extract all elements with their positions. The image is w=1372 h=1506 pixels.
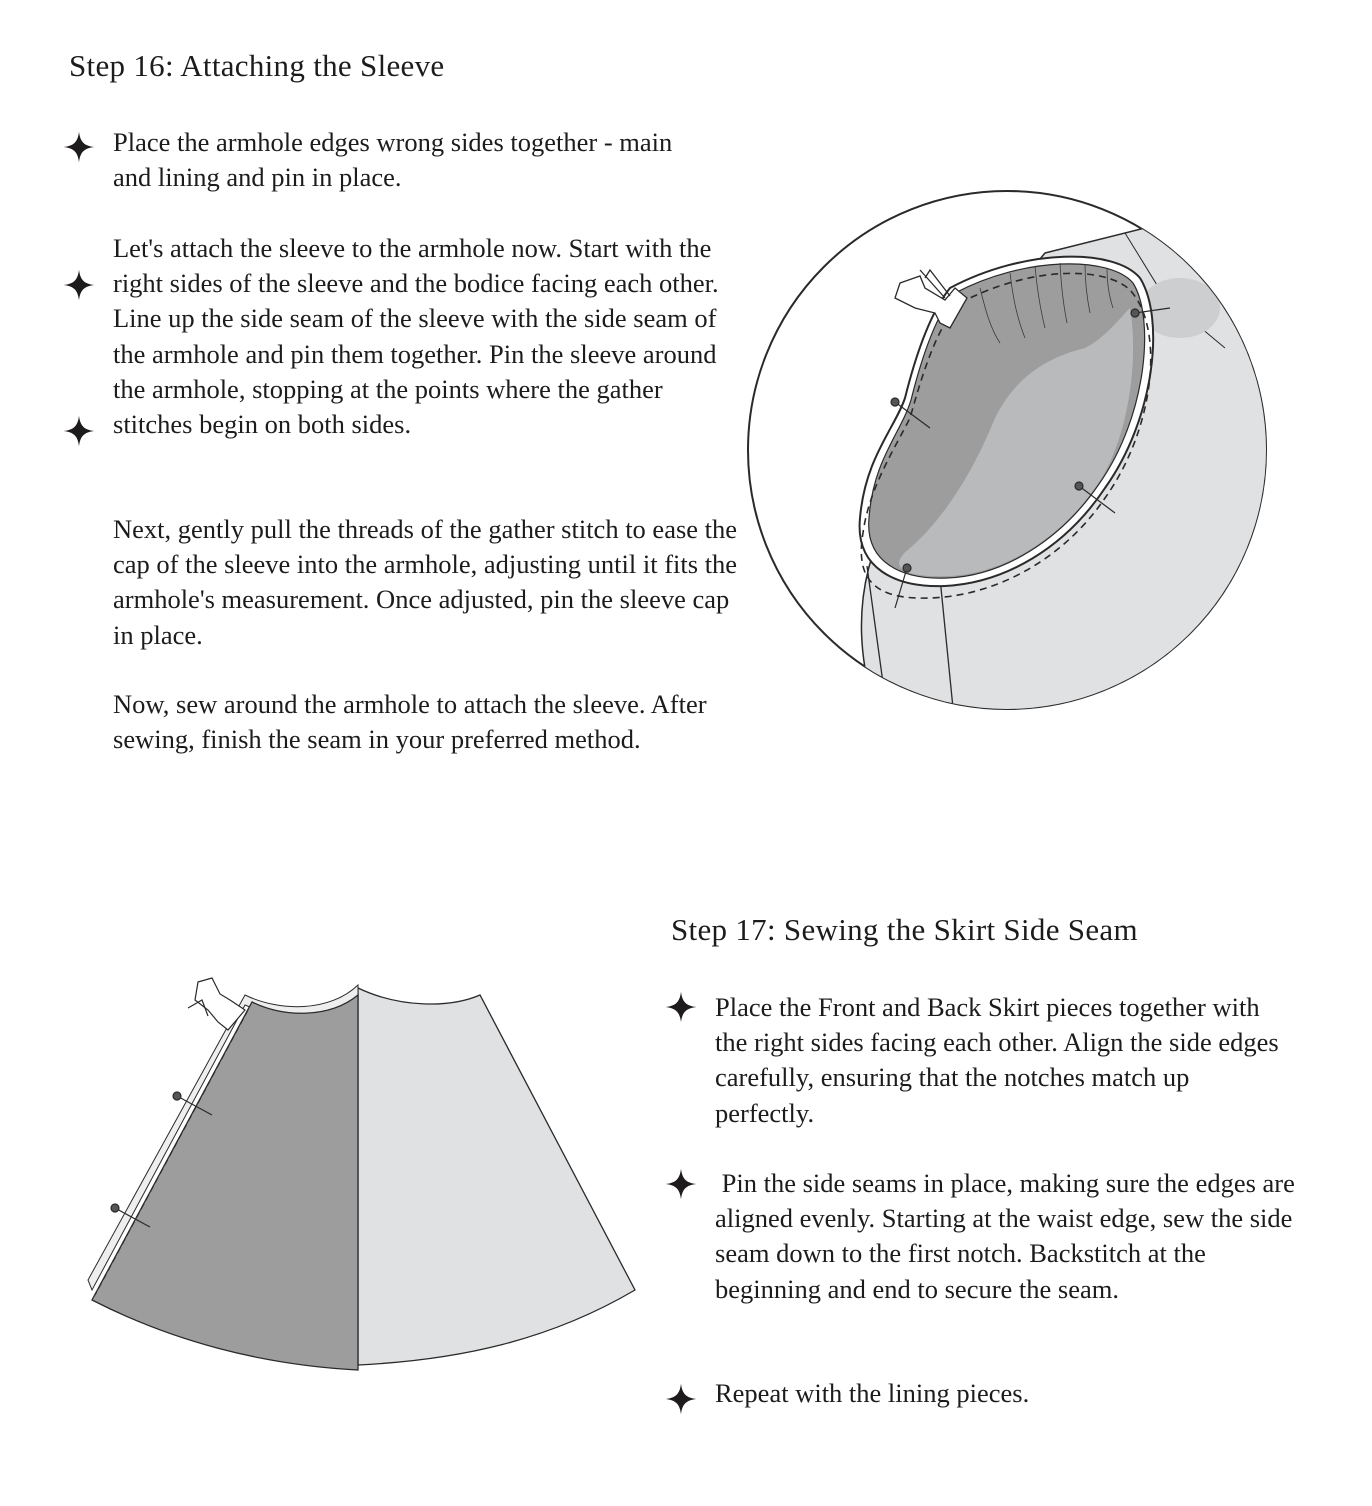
step17-paragraph-2: Pin the side seams in place, making sure the edges are aligned evenly. Starting at the waist edge, sew the side seam down to the first notch. Backstitch at the beginning and end to secure the seam. [715,1168,1302,1304]
sleeve-armhole-illustration [745,188,1270,713]
step17-paragraph-1: Place the Front and Back Skirt pieces together with the right sides facing each other. Align the side edges carefully, ensuring that the notches match up perfectly. [715,992,1279,1128]
four-point-star-icon [62,268,96,302]
step17-paragraph-3: Repeat with the lining pieces. [715,1378,1030,1408]
step16-heading: Step 16: Attaching the Sleeve [69,48,445,83]
step17-heading: Step 17: Sewing the Skirt Side Seam [671,912,1138,947]
step16-paragraph-3: Next, gently pull the threads of the gather stitch to ease the cap of the sleeve into the armhole, adjusting until it fits the armhole's measurement. Once adjusted, pin the sleeve cap in place. [113,514,738,650]
step16-paragraph-4: Now, sew around the armhole to attach the sleeve. After sewing, finish the seam in your preferred method. [113,689,707,755]
step16-paragraph-1: Place the armhole edges wrong sides together - main and lining and pin in place. [113,127,673,193]
four-point-star-icon [62,130,96,164]
four-point-star-icon [664,1167,698,1201]
skirt-side-seam-illustration [80,970,650,1390]
four-point-star-icon [664,990,698,1024]
step16-paragraph-2: Let's attach the sleeve to the armhole now. Start with the right sides of the sleeve and the bodice facing each other. Line up the side seam of the sleeve with the side seam of the armhole and pin them together. Pin the sleeve around the armhole, stopping at the points where the gather stitches begin on both sides. [113,233,719,440]
four-point-star-icon [664,1382,698,1416]
four-point-star-icon [62,414,96,448]
